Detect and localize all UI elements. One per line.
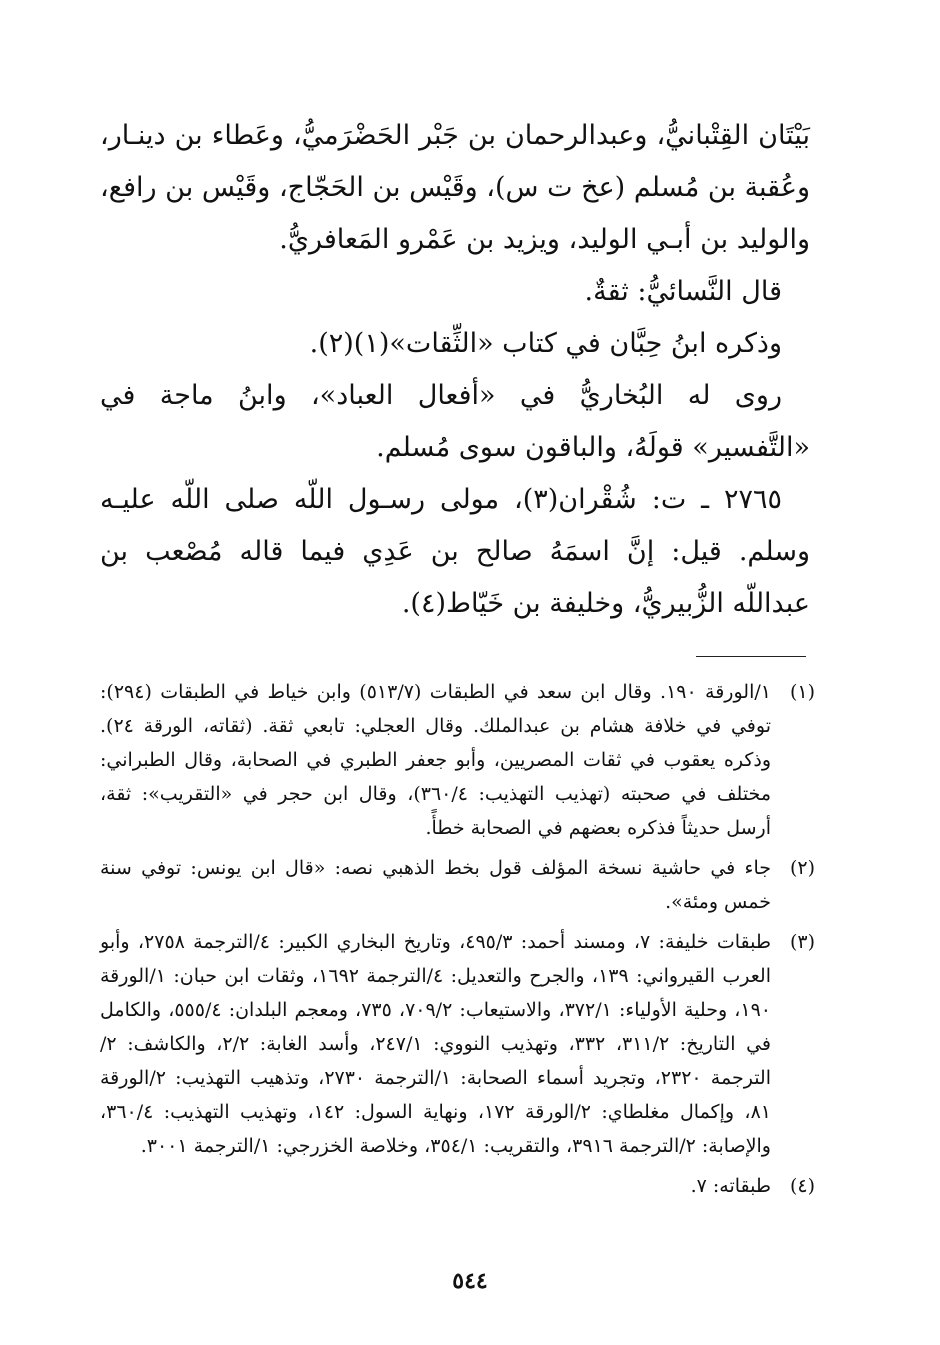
footnote-number: (١)	[789, 681, 815, 703]
footnote-number: (٤)	[789, 1175, 815, 1197]
footnote-text: جاء في حاشية نسخة المؤلف قول بخط الذهبي نصه: «قال ابن يونس: توفي سنة خمس ومئة».	[100, 857, 771, 913]
footnotes	[100, 675, 815, 1209]
paragraph-riwaya: روى له البُخاريُّ في «أفعال العباد»، وابنُ ماجة في «التَّفسير» قولَهُ، والباقون سوى مُسلم.	[100, 380, 810, 463]
main-text	[100, 110, 810, 630]
footnote-1	[100, 675, 815, 845]
paragraph-nasai: قال النَّسائيُّ: ثقةٌ.	[584, 276, 782, 307]
paragraph-narrators: بَيْتَان القِتْبانيُّ، وعبدالرحمان بن جَبْر الحَضْرَميُّ، وعَطاء بن دينـار، وعُقبة بن مُسلم (عخ ت س)، وقَيْس بن الحَجّاج، وقَيْس بن رافع، والوليد بن أبـي الوليد، ويزيد بن عَمْرو المَعافريُّ.	[100, 120, 810, 255]
footnote-3	[100, 925, 815, 1163]
footnote-text: ١/الورقة ١٩٠. وقال ابن سعد في الطبقات (٥١٣/٧) وابن خياط في الطبقات (٢٩٤): توفي في خلافة هشام بن عبدالملك. وقال العجلي: تابعي ثقة. (ثقاته، الورقة ٢٤). وذكره يعقوب في ثقات المصريين، وأبو جعفر الطبري في الصحابة، وقال الطبراني: مختلف في صحبته (تهذيب التهذيب: ٣٦٠/٤)، وقال ابن حجر في «التقريب»: ثقة، أرسل حديثاً فذكره بعضهم في الصحابة خطأً.	[100, 681, 771, 839]
footnote-4	[100, 1169, 815, 1203]
paragraph-ibn-hibban: وذكره ابنُ حِبَّان في كتاب «الثِّقات»(١)(٢).	[309, 328, 782, 359]
footnote-number: (٣)	[789, 931, 815, 953]
footnote-divider	[696, 656, 806, 657]
footnote-2	[100, 851, 815, 919]
footnote-text: طبقات خليفة: ٧، ومسند أحمد: ٤٩٥/٣، وتاريخ البخاري الكبير: ٤/الترجمة ٢٧٥٨، وأبو العرب القيرواني: ١٣٩، والجرح والتعديل: ٤/الترجمة ١٦٩٢، وثقات ابن حبان: ١/الورقة ١٩٠، وحلية الأولياء: ٣٧٢/١، والاستيعاب: ٧٠٩/٢، ٧٣٥، ومعجم البلدان: ٥٥٥/٤، والكامل في التاريخ: ٣١١/٢، ٣٣٢، وتهذيب النووي: ٢٤٧/١، وأسد الغابة: ٢/٢، والكاشف: ٢/الترجمة ٢٣٢٠، وتجريد أسماء الصحابة: ١/الترجمة ٢٧٣٠، وتذهيب التهذيب: ٢/الورقة ٨١، وإكمال مغلطاي: ٢/الورقة ١٧٢، ونهاية السول: ١٤٢، وتهذيب التهذيب: ٣٦٠/٤، والإصابة: ٢/الترجمة ٣٩١٦، والتقريب: ٣٥٤/١، وخلاصة الخزرجي: ١/الترجمة ٣٠٠١.	[100, 931, 772, 1157]
footnote-number: (٢)	[789, 857, 815, 879]
paragraph-entry-2765: ٢٧٦٥ ـ ت: شُقْران(٣)، مولى رسـول اللّه صلى اللّه عليـه وسلم. قيل: إنَّ اسمَهُ صالح بن عَدِي فيما قاله مُصْعب بن عبداللّه الزُّبيريُّ، وخليفة بن خَيّاط(٤).	[100, 484, 810, 619]
page-number: ٥٤٤	[452, 1268, 488, 1294]
footnote-text: طبقاته: ٧.	[690, 1175, 771, 1197]
